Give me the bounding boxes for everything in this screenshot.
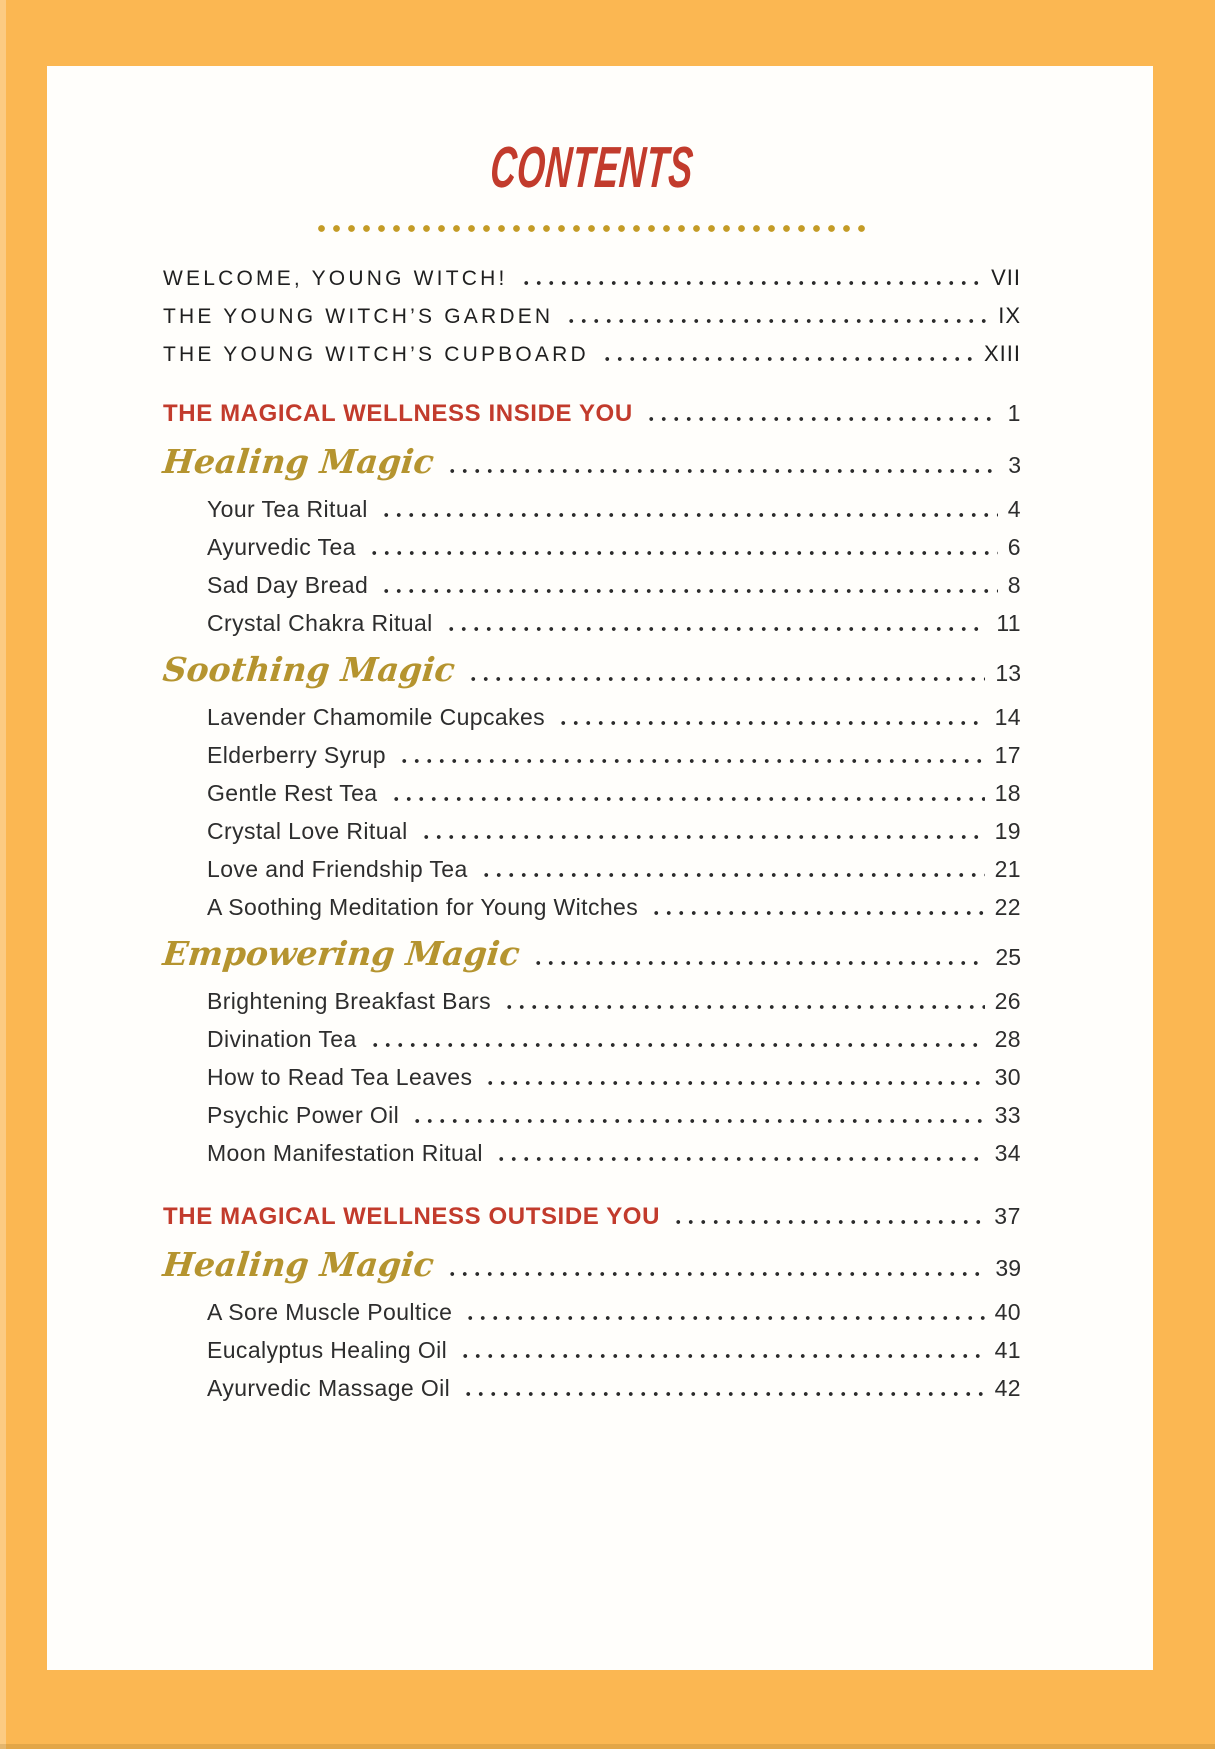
toc-entry-label: Crystal Chakra Ritual: [207, 610, 433, 636]
toc-page-number: 17: [994, 742, 1021, 768]
toc-page-number: IX: [998, 303, 1021, 328]
toc-entry-label: A Sore Muscle Poultice: [207, 1299, 453, 1325]
toc-row-entry: [163, 888, 1021, 926]
toc-row-entry: [163, 698, 1021, 736]
toc-page-number: 14: [994, 704, 1021, 730]
toc-row-entry: [163, 982, 1021, 1020]
dot-leader-icon: [369, 1043, 985, 1047]
toc-entry-label: Lavender Chamomile Cupcakes: [207, 704, 546, 730]
toc-row-chapter: [163, 931, 1021, 980]
dot-leader-icon: [462, 1392, 984, 1396]
toc-page-number: 37: [994, 1203, 1021, 1229]
toc-entry-label: Divination Tea: [207, 1026, 357, 1052]
toc-page-number: 3: [1008, 452, 1021, 478]
dot-leader-icon: [446, 469, 998, 473]
toc-entry-label: Gentle Rest Tea: [207, 780, 378, 806]
dot-leader-icon: [672, 1220, 984, 1224]
toc-row-entry: [163, 1096, 1021, 1134]
toc-page-number: 19: [994, 818, 1021, 844]
toc-entry-label: Empowering Magic: [161, 934, 522, 973]
dot-leader-icon: [467, 677, 986, 681]
toc-row-entry: [163, 1020, 1021, 1058]
dot-leader-icon: [557, 721, 985, 725]
toc-row-chapter: [163, 1242, 1021, 1291]
toc-row-entry: [163, 1134, 1021, 1172]
toc-row-entry: [163, 850, 1021, 888]
toc-entry-label: Crystal Love Ritual: [207, 818, 408, 844]
toc-entry-label: Elderberry Syrup: [207, 742, 386, 768]
toc-row-entry: [163, 1293, 1021, 1331]
dot-leader-icon: [368, 551, 998, 555]
toc-entry-label: Psychic Power Oil: [207, 1102, 400, 1128]
toc-page-number: 8: [1007, 572, 1021, 598]
toc-page-number: XIII: [983, 341, 1021, 366]
toc-page-number: VII: [991, 265, 1021, 290]
toc-row-section: [163, 396, 1021, 431]
dot-leader-icon: [380, 589, 998, 593]
page-border-shadow: [0, 1744, 1215, 1749]
dot-leader-icon: [532, 961, 986, 965]
toc-list: [163, 264, 1021, 1407]
toc-row-entry: [163, 566, 1021, 604]
toc-entry-label: WELCOME, YOUNG WITCH!: [163, 267, 508, 290]
toc-page-number: 18: [994, 780, 1021, 806]
toc-row-front: [163, 264, 1021, 293]
toc-page-number: 41: [994, 1337, 1021, 1363]
toc-page-number: 11: [996, 610, 1021, 636]
toc-entry-label: THE YOUNG WITCH’S GARDEN: [163, 305, 554, 328]
toc-page-number: 22: [994, 894, 1021, 920]
dot-leader-icon: [495, 1157, 985, 1161]
toc-page-number: 13: [995, 660, 1021, 686]
toc-page-number: 6: [1007, 534, 1021, 560]
toc-page-number: 33: [994, 1102, 1021, 1128]
toc-entry-label: Brightening Breakfast Bars: [207, 988, 491, 1014]
toc-row-entry: [163, 604, 1021, 642]
dot-leader-icon: [398, 759, 985, 763]
toc-page-number: 42: [994, 1375, 1021, 1401]
toc-entry-label: Soothing Magic: [161, 650, 457, 689]
dot-leader-icon: [645, 417, 998, 421]
toc-row-entry: [163, 1369, 1021, 1407]
toc-entry-label: Sad Day Bread: [207, 572, 369, 598]
book-page: [47, 66, 1153, 1670]
dotted-divider-icon: [312, 223, 872, 234]
toc-row-chapter: [163, 439, 1021, 488]
dot-leader-icon: [503, 1005, 985, 1009]
toc-page-number: 26: [994, 988, 1021, 1014]
toc-page-number: 30: [994, 1064, 1021, 1090]
toc-entry-label: Healing Magic: [161, 442, 436, 481]
dot-leader-icon: [420, 835, 985, 839]
dot-leader-icon: [445, 627, 987, 631]
toc-page-number: 34: [994, 1140, 1021, 1166]
toc-entry-label: Healing Magic: [161, 1245, 436, 1284]
toc-row-entry: [163, 1058, 1021, 1096]
dot-leader-icon: [520, 281, 982, 285]
dot-leader-icon: [480, 873, 985, 877]
toc-entry-label: Your Tea Ritual: [207, 496, 368, 522]
toc-row-entry: [163, 774, 1021, 812]
toc-entry-label: Moon Manifestation Ritual: [207, 1140, 483, 1166]
dot-leader-icon: [390, 797, 985, 801]
toc-row-entry: [163, 528, 1021, 566]
page-border-highlight: [0, 0, 6, 1749]
toc-page-number: 39: [995, 1255, 1021, 1281]
toc-row-chapter: [163, 647, 1021, 696]
page-title: CONTENTS: [488, 135, 696, 200]
toc-row-entry: [163, 736, 1021, 774]
dot-leader-icon: [601, 357, 974, 361]
toc-entry-label: Ayurvedic Massage Oil: [207, 1375, 451, 1401]
toc-row-entry: [163, 812, 1021, 850]
toc-row-front: [163, 340, 1021, 369]
toc-entry-label: THE MAGICAL WELLNESS INSIDE YOU: [163, 400, 633, 427]
dot-leader-icon: [464, 1316, 984, 1320]
dot-leader-icon: [484, 1081, 984, 1085]
toc-entry-label: Ayurvedic Tea: [207, 534, 356, 560]
toc-page-number: 21: [994, 856, 1021, 882]
toc-page-number: 40: [994, 1299, 1021, 1325]
dot-leader-icon: [446, 1272, 986, 1276]
toc-page-number: 28: [994, 1026, 1021, 1052]
toc-row-section: [163, 1199, 1021, 1234]
toc-row-front: [163, 302, 1021, 331]
toc-entry-label: How to Read Tea Leaves: [207, 1064, 473, 1090]
toc-row-entry: [163, 490, 1021, 528]
toc-entry-label: Eucalyptus Healing Oil: [207, 1337, 448, 1363]
dot-leader-icon: [650, 911, 984, 915]
toc-entry-label: THE MAGICAL WELLNESS OUTSIDE YOU: [163, 1203, 661, 1230]
toc-entry-label: A Soothing Meditation for Young Witches: [207, 894, 639, 920]
toc-page-number: 25: [995, 944, 1021, 970]
toc-entry-label: THE YOUNG WITCH’S CUPBOARD: [163, 343, 589, 366]
toc-entry-label: Love and Friendship Tea: [207, 856, 468, 882]
dot-leader-icon: [565, 319, 988, 323]
dot-leader-icon: [411, 1119, 984, 1123]
toc-page-number: 1: [1007, 400, 1021, 426]
toc-page-number: 4: [1007, 496, 1021, 522]
toc-row-entry: [163, 1331, 1021, 1369]
dot-leader-icon: [380, 513, 998, 517]
dot-leader-icon: [459, 1354, 984, 1358]
